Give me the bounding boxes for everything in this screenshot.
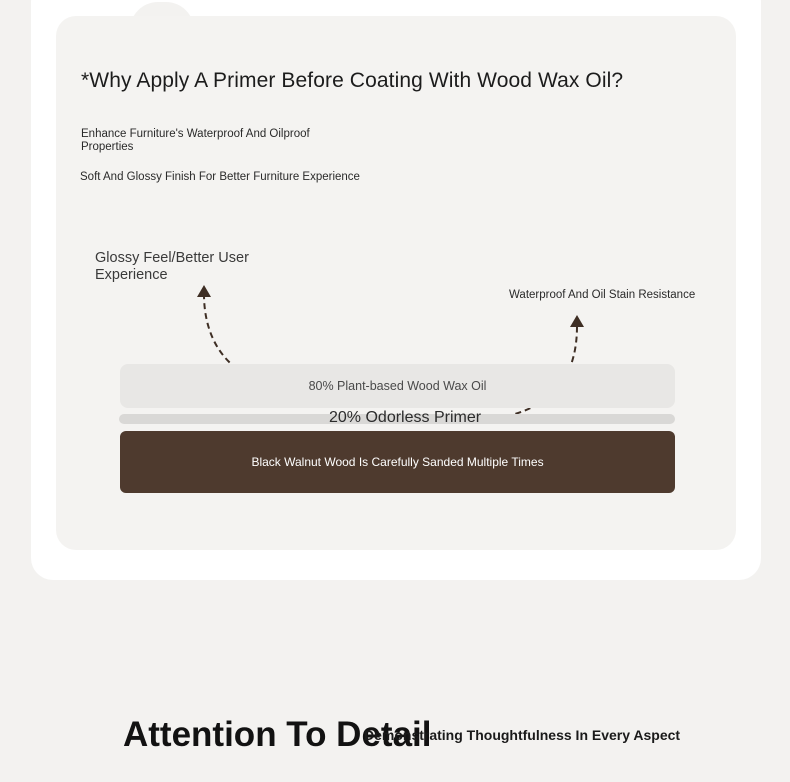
benefit-waterproof-text: Enhance Furniture's Waterproof And Oilproof Properties — [81, 128, 310, 153]
waterproof-resistance-label: Waterproof And Oil Stain Resistance — [509, 289, 696, 301]
wax-oil-layer — [120, 364, 675, 408]
detail-section-title: Attention To Detail — [123, 715, 432, 754]
wood-layer-label: Black Walnut Wood Is Carefully Sanded Multiple Times — [251, 455, 544, 469]
detail-section-subtitle: Demonstrating Thoughtfulness In Every Aspect — [364, 727, 681, 743]
wax-oil-layer-label: 80% Plant-based Wood Wax Oil — [308, 379, 487, 393]
primer-heading: *Why Apply A Primer Before Coating With Wood Wax Oil? — [81, 69, 624, 92]
benefit-glossy-text: Soft And Glossy Finish For Better Furniture Experience — [80, 171, 360, 183]
glossy-feel-label: Glossy Feel/Better User Experience — [95, 250, 249, 283]
primer-layer-label: 20% Odorless Primer — [329, 409, 482, 426]
wood-layer — [120, 431, 675, 493]
